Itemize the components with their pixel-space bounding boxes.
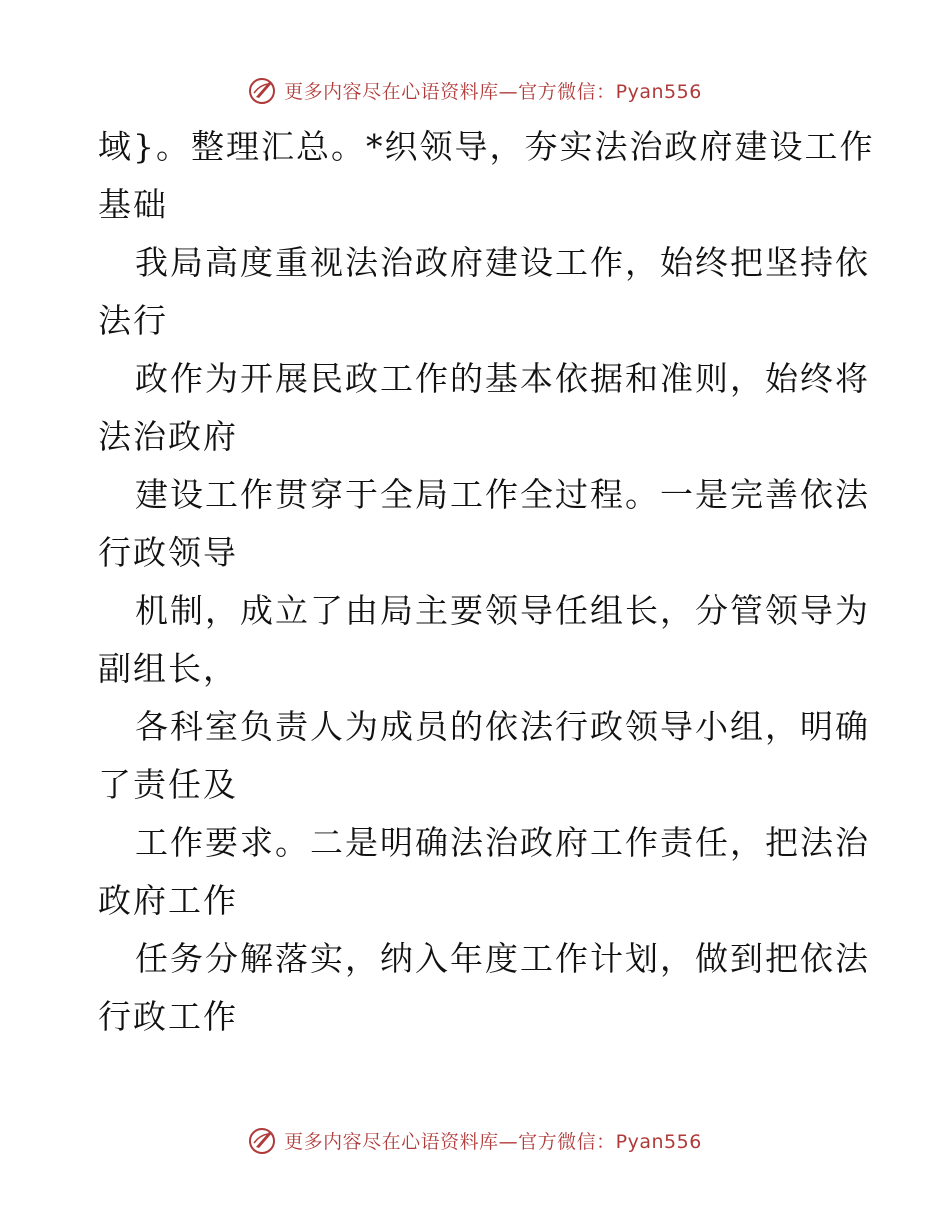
text-line: 工作要求。二是明确法治政府工作责任，把法治 xyxy=(135,823,870,862)
text-line: 政作为开展民政工作的基本依据和准则，始终将 xyxy=(135,359,870,398)
text-line: 建设工作贯穿于全局工作全过程。一是完善依法 xyxy=(135,475,870,514)
text-line: 域}。整理汇总。*织领导，夯实法治政府建设工作 xyxy=(98,127,875,166)
header-banner xyxy=(0,70,950,110)
text-line: 法行 xyxy=(98,301,168,340)
text-line: 政府工作 xyxy=(98,881,238,920)
footer-banner xyxy=(0,1120,950,1160)
text-line: 行政工作 xyxy=(98,997,238,1036)
quill-logo-icon xyxy=(248,75,278,105)
text-line: 了责任及 xyxy=(98,765,238,804)
text-line: 副组长， xyxy=(98,649,238,688)
document-body xyxy=(98,118,875,1046)
footer-banner-text: 更多内容尽在心语资料库—官方微信：Pyan556 xyxy=(284,1130,702,1153)
text-line: 我局高度重视法治政府建设工作，始终把坚持依 xyxy=(135,243,870,282)
text-line: 机制，成立了由局主要领导任组长，分管领导为 xyxy=(135,591,870,630)
quill-logo-icon xyxy=(248,1125,278,1155)
text-line: 各科室负责人为成员的依法行政领导小组，明确 xyxy=(135,707,870,746)
header-banner-text: 更多内容尽在心语资料库—官方微信：Pyan556 xyxy=(284,80,702,103)
text-line: 法治政府 xyxy=(98,417,238,456)
text-line: 行政领导 xyxy=(98,533,238,572)
text-line: 基础 xyxy=(98,185,168,224)
text-line: 任务分解落实，纳入年度工作计划，做到把依法 xyxy=(135,939,870,978)
